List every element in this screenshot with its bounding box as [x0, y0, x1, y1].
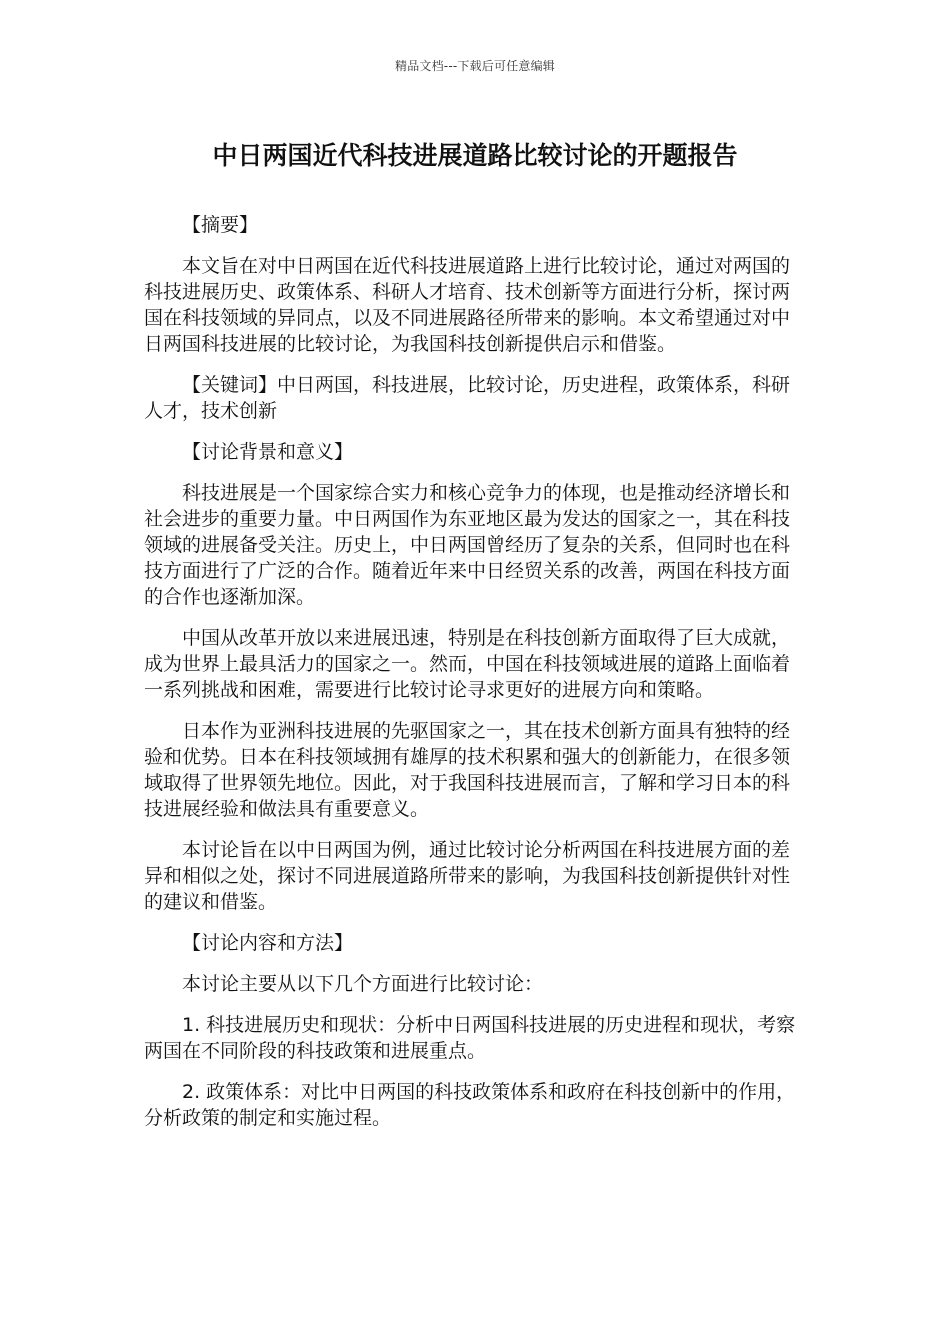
methods-heading: 【讨论内容和方法】 — [182, 932, 354, 954]
methods-item-1: 1. 科技进展历史和现状：分析中日两国科技进展的历史进程和现状，考察两国在不同阶段的科技政策和进展重点。 — [144, 1014, 796, 1062]
abstract-paragraph: 本文旨在对中日两国在近代科技进展道路上进行比较讨论，通过对两国的科技进展历史、政策体系、科研人才培育、技术创新等方面进行分析，探讨两国在科技领域的异同点，以及不同进展路径所带来的影响。本文希望通过对中日两国科技进展的比较讨论，为我国科技创新提供启示和借鉴。 — [144, 255, 791, 355]
document-body — [144, 212, 808, 1146]
background-paragraph-2: 中国从改革开放以来进展迅速，特别是在科技创新方面取得了巨大成就，成为世界上最具活力的国家之一。然而，中国在科技领域进展的道路上面临着一系列挑战和困难，需要进行比较讨论寻求更好的进展方向和策略。 — [144, 627, 791, 701]
background-paragraph-4: 本讨论旨在以中日两国为例，通过比较讨论分析两国在科技进展方面的差异和相似之处，探讨不同进展道路所带来的影响，为我国科技创新提供针对性的建议和借鉴。 — [144, 839, 791, 913]
keywords-paragraph: 【关键词】中日两国，科技进展，比较讨论，历史进程，政策体系，科研人才，技术创新 — [144, 374, 791, 422]
background-paragraph-1: 科技进展是一个国家综合实力和核心竞争力的体现，也是推动经济增长和社会进步的重要力量。中日两国作为东亚地区最为发达的国家之一，其在科技领域的进展备受关注。历史上，中日两国曾经历了复杂的关系，但同时也在科技方面进行了广泛的合作。随着近年来中日经贸关系的改善，两国在科技方面的合作也逐渐加深。 — [144, 482, 791, 608]
abstract-heading: 【摘要】 — [182, 214, 259, 236]
document-title: 中日两国近代科技进展道路比较讨论的开题报告 — [212, 141, 738, 170]
methods-item-2: 2. 政策体系：对比中日两国的科技政策体系和政府在科技创新中的作用，分析政策的制定和实施过程。 — [144, 1081, 796, 1129]
background-paragraph-3: 日本作为亚洲科技进展的先驱国家之一，其在技术创新方面具有独特的经验和优势。日本在科技领域拥有雄厚的技术积累和强大的创新能力，在很多领域取得了世界领先地位。因此，对于我国科技进展而言，了解和学习日本的科技进展经验和做法具有重要意义。 — [144, 720, 791, 820]
header-note: 精品文档---下载后可任意编辑 — [395, 59, 555, 73]
methods-intro: 本讨论主要从以下几个方面进行比较讨论： — [182, 973, 544, 995]
background-heading: 【讨论背景和意义】 — [182, 441, 354, 463]
